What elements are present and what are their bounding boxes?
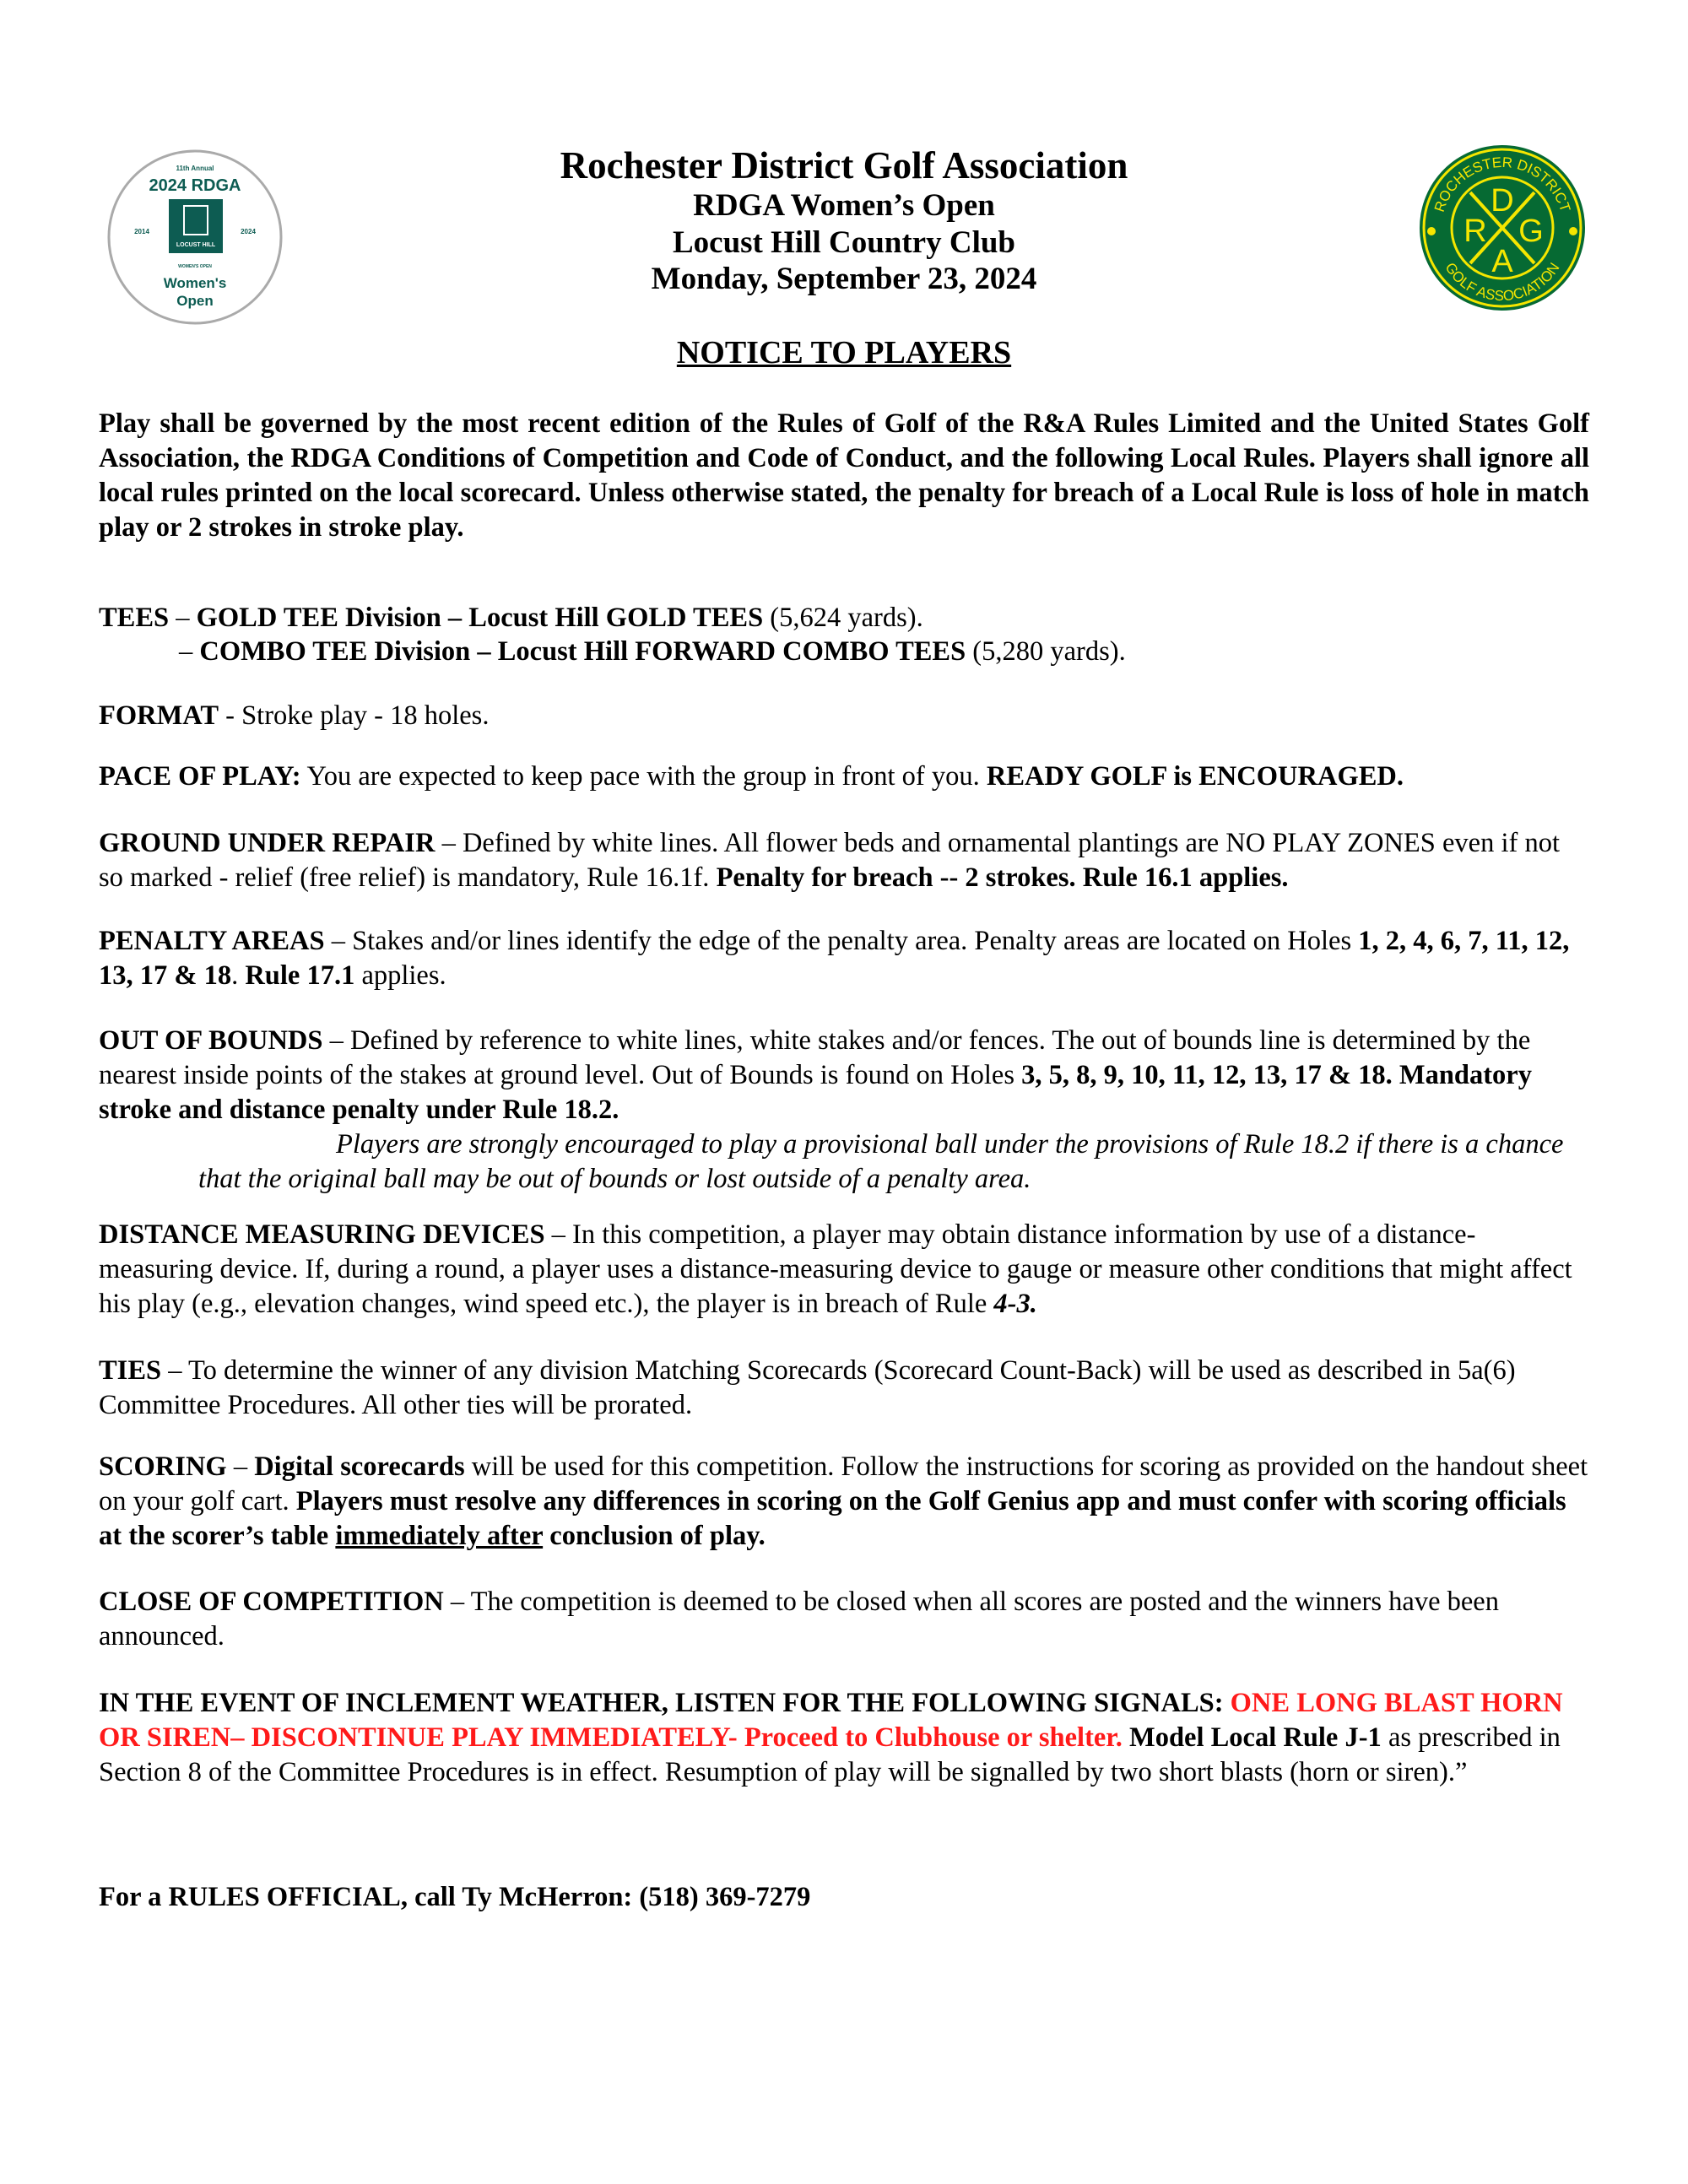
svg-text:11th Annual: 11th Annual xyxy=(176,165,214,172)
close-of-competition xyxy=(99,1585,1589,1654)
text-run: as prescribed in Section 8 of the Committee Procedures is in effect. Resumption of play will be signalled by two short blasts (horn or siren).” xyxy=(99,1722,1561,1787)
text-run: GROUND UNDER REPAIR xyxy=(99,828,436,858)
svg-text:D: D xyxy=(1491,183,1514,219)
rules-official-contact xyxy=(99,1880,1589,1915)
penalty-areas xyxy=(99,924,1589,993)
text-run: (5,624 yards). xyxy=(763,603,923,633)
text-run: SCORING xyxy=(99,1451,227,1482)
text-run: CLOSE OF COMPETITION xyxy=(99,1587,444,1617)
text-run: – xyxy=(226,1451,255,1482)
text-run: immediately after xyxy=(335,1521,544,1551)
text-run: COMBO TEE Division – Locust Hill FORWARD COMBO TEES xyxy=(199,636,966,667)
text-run: OUT OF BOUNDS xyxy=(99,1025,323,1056)
svg-text:A: A xyxy=(1491,244,1513,279)
text-run: will be used for this competition. Follow the instructions for scoring as provided on the handout sheet on your golf cart. xyxy=(99,1451,1588,1516)
text-run: Play shall be governed by the most recent edition of the Rules of Golf of the R&A Rules Limited and the United States Golf Association, the RDGA Conditions of Competition and Code of Conduct, and the following Local Rules. Players shall ignore all local rules printed on the local scorecard. Unless otherwise stated, the penalty for breach of a Local Rule is loss of hole in match play or 2 strokes in stroke play. xyxy=(99,408,1589,543)
svg-text:2024 RDGA: 2024 RDGA xyxy=(149,176,241,195)
svg-text:R: R xyxy=(1463,214,1487,249)
text-run: – Stakes and/or lines identify the edge of the penalty area. Penalty areas are located on Holes xyxy=(324,926,1359,956)
event-date: Monday, September 23, 2024 xyxy=(651,262,1037,296)
ground-under-repair xyxy=(99,826,1589,895)
text-run: TEES xyxy=(99,603,170,633)
text-run: GOLD TEE Division – Locust Hill GOLD TEES xyxy=(196,603,764,633)
distance-measuring-devices xyxy=(99,1218,1589,1322)
text-run: 1, 2, 4, 6, 7, 11, 12, 13, 17 & 18 xyxy=(99,926,1570,991)
text-run: TIES xyxy=(99,1355,162,1386)
text-run: PACE OF PLAY: xyxy=(99,761,301,792)
pace-of-play xyxy=(99,760,1589,794)
text-run: – Defined by reference to white lines, white stakes and/or fences. The out of bounds line is determined by the nearest inside points of the stakes at ground level. Out of Bounds is found on Holes xyxy=(99,1025,1531,1090)
text-run: – In this competition, a player may obtain distance information by use of a distance-measuring device. If, during a round, a player uses a distance-measuring device to gauge or measure other conditions that might affect his play (e.g., elevation changes, wind speed etc.), the player is in breach of Rule xyxy=(99,1219,1572,1319)
text-run: – The competition is deemed to be closed when all scores are posted and the winners have been announced. xyxy=(99,1587,1499,1652)
format xyxy=(99,699,1589,733)
text-run: (5,280 yards). xyxy=(966,636,1126,667)
scoring xyxy=(99,1450,1589,1554)
out-of-bounds xyxy=(99,1024,1589,1127)
text-run: applies. xyxy=(354,960,446,991)
svg-text:G: G xyxy=(1518,214,1544,249)
text-run: Players are strongly encouraged to play a provisional ball under the provisions of Rule 18.2 if there is a chance that the original ball may be out of bounds or lost outside of a penalty area. xyxy=(198,1129,1564,1194)
text-run: IN THE EVENT OF INCLEMENT WEATHER, LISTEN FOR THE FOLLOWING SIGNALS: xyxy=(99,1688,1231,1718)
inclement-weather xyxy=(99,1686,1589,1790)
text-run: Players must resolve any differences in scoring on the Golf Genius app and must confer with scoring officials at the scorer’s table xyxy=(99,1486,1566,1551)
text-run: PENALTY AREAS xyxy=(99,926,325,956)
notice-heading: NOTICE TO PLAYERS xyxy=(676,335,1012,370)
text-run: – xyxy=(179,636,200,667)
text-run: READY GOLF is ENCOURAGED. xyxy=(986,761,1404,792)
svg-text:GOLF ASSOCIATION: GOLF ASSOCIATION xyxy=(1442,259,1563,305)
svg-text:2014: 2014 xyxy=(134,228,149,235)
tees-gold xyxy=(99,601,1589,635)
provisional-ball-note xyxy=(198,1127,1566,1197)
text-run: FORMAT xyxy=(99,700,219,731)
text-run: . xyxy=(231,960,246,991)
ties xyxy=(99,1354,1589,1423)
svg-text:Open: Open xyxy=(176,293,214,309)
text-run: Rule 17.1 xyxy=(245,960,355,991)
svg-text:WOMEN'S OPEN: WOMEN'S OPEN xyxy=(178,264,212,269)
text-run: – Defined by white lines. All flower beds and ornamental plantings are NO PLAY ZONES even if not so marked - relief (free relief) is mandatory, Rule 16.1f. xyxy=(99,828,1560,893)
text-run: You are expected to keep pace with the group in front of you. xyxy=(300,761,987,792)
svg-text:2024: 2024 xyxy=(241,228,256,235)
svg-text:ROCHESTER DISTRICT: ROCHESTER DISTRICT xyxy=(1431,154,1574,214)
warning-text: ONE LONG BLAST HORN OR SIREN– DISCONTINUE PLAY IMMEDIATELY- Proceed to Clubhouse or shelter. xyxy=(99,1688,1563,1753)
intro-paragraph xyxy=(99,407,1589,545)
text-run: 3, 5, 8, 9, 10, 11, 12, 13, 17 & 18. Mandatory stroke and distance penalty under Rule 18.2. xyxy=(99,1060,1532,1125)
text-run: Model Local Rule J-1 xyxy=(1122,1722,1382,1753)
text-run: - Stroke play - 18 holes. xyxy=(219,700,490,731)
text-run: – To determine the winner of any division Matching Scorecards (Scorecard Count-Back) will be used as described in 5a(6) Committee Procedures. All other ties will be prorated. xyxy=(99,1355,1516,1420)
event-name: RDGA Women’s Open xyxy=(693,188,995,223)
tees-combo xyxy=(179,635,1669,669)
text-run: conclusion of play. xyxy=(543,1521,766,1551)
svg-text:Women's: Women's xyxy=(163,275,227,291)
text-run: Digital scorecards xyxy=(254,1451,465,1482)
text-run: Penalty for breach -- 2 strokes. Rule 16.1 applies. xyxy=(716,862,1289,893)
svg-text:LOCUST HILL: LOCUST HILL xyxy=(176,242,216,248)
text-run: 4-3. xyxy=(993,1289,1037,1319)
text-run: For a RULES OFFICIAL, call Ty McHerron: (518) 369-7279 xyxy=(99,1882,811,1912)
association-title: Rochester District Golf Association xyxy=(560,144,1128,187)
venue: Locust Hill Country Club xyxy=(672,225,1016,260)
text-run: DISTANCE MEASURING DEVICES xyxy=(99,1219,545,1250)
text-run: – xyxy=(169,603,197,633)
